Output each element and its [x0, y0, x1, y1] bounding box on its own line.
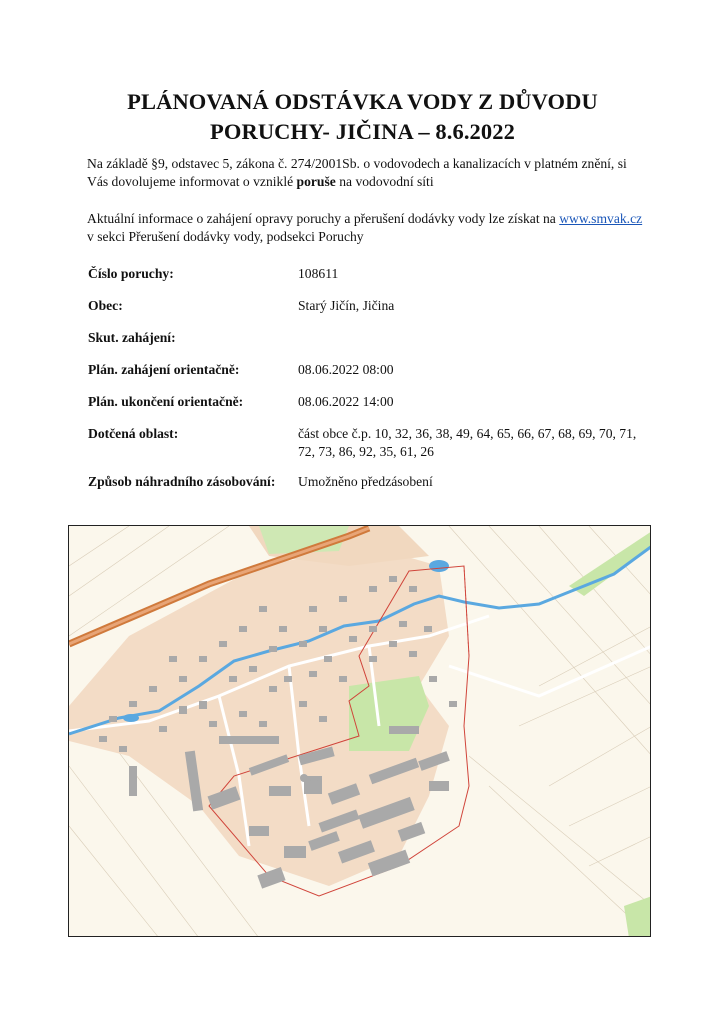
intro-text-end: na vodovodní síti: [335, 174, 434, 189]
affected-area-map: [68, 525, 651, 937]
field-value: 08.06.2022 14:00: [298, 394, 394, 409]
page-title: [40, 87, 685, 147]
info-text-start: Aktuální informace o zahájení opravy poruchy a přerušení dodávky vody lze získat na: [87, 211, 560, 226]
intro-bold-word: poruše: [296, 174, 336, 189]
intro-text-start: Na základě §9, odstavec 5, zákona č. 274/2001Sb. o vodovodech a kanalizacích v platném znění, si Vás dovolujeme informovat o vzniklé: [87, 156, 627, 189]
pond-west: [123, 714, 139, 722]
field-value: 108611: [298, 266, 339, 281]
title-line-1: PLÁNOVANÁ ODSTÁVKA VODY Z DŮVODU: [127, 89, 598, 114]
field-label: Skut. zahájení:: [88, 330, 176, 345]
field-value: 08.06.2022 08:00: [298, 362, 394, 377]
field-label: Plán. zahájení orientačně:: [88, 362, 240, 377]
intro-paragraph: [87, 155, 647, 191]
field-value: část obce č.p. 10, 32, 36, 38, 49, 64, 65, 66, 67, 68, 69, 70, 71, 72, 73, 86, 92, 35, 61, 26: [298, 426, 637, 459]
smvak-link[interactable]: www.smvak.cz: [559, 211, 643, 226]
field-label: Způsob náhradního zásobování:: [88, 474, 276, 489]
title-line-2: PORUCHY- JIČINA – 8.6.2022: [210, 119, 515, 144]
field-label: Plán. ukončení orientačně:: [88, 394, 244, 409]
field-value: Umožněno předzásobení: [298, 474, 433, 489]
field-value: Starý Jičín, Jičina: [298, 298, 395, 313]
info-text-end: v sekci Přerušení dodávky vody, podsekci Poruchy: [87, 229, 364, 244]
pond: [429, 560, 449, 572]
field-label: Číslo poruchy:: [88, 266, 174, 281]
field-label: Dotčená oblast:: [88, 426, 179, 441]
info-paragraph: [87, 210, 647, 246]
field-label: Obec:: [88, 298, 123, 313]
